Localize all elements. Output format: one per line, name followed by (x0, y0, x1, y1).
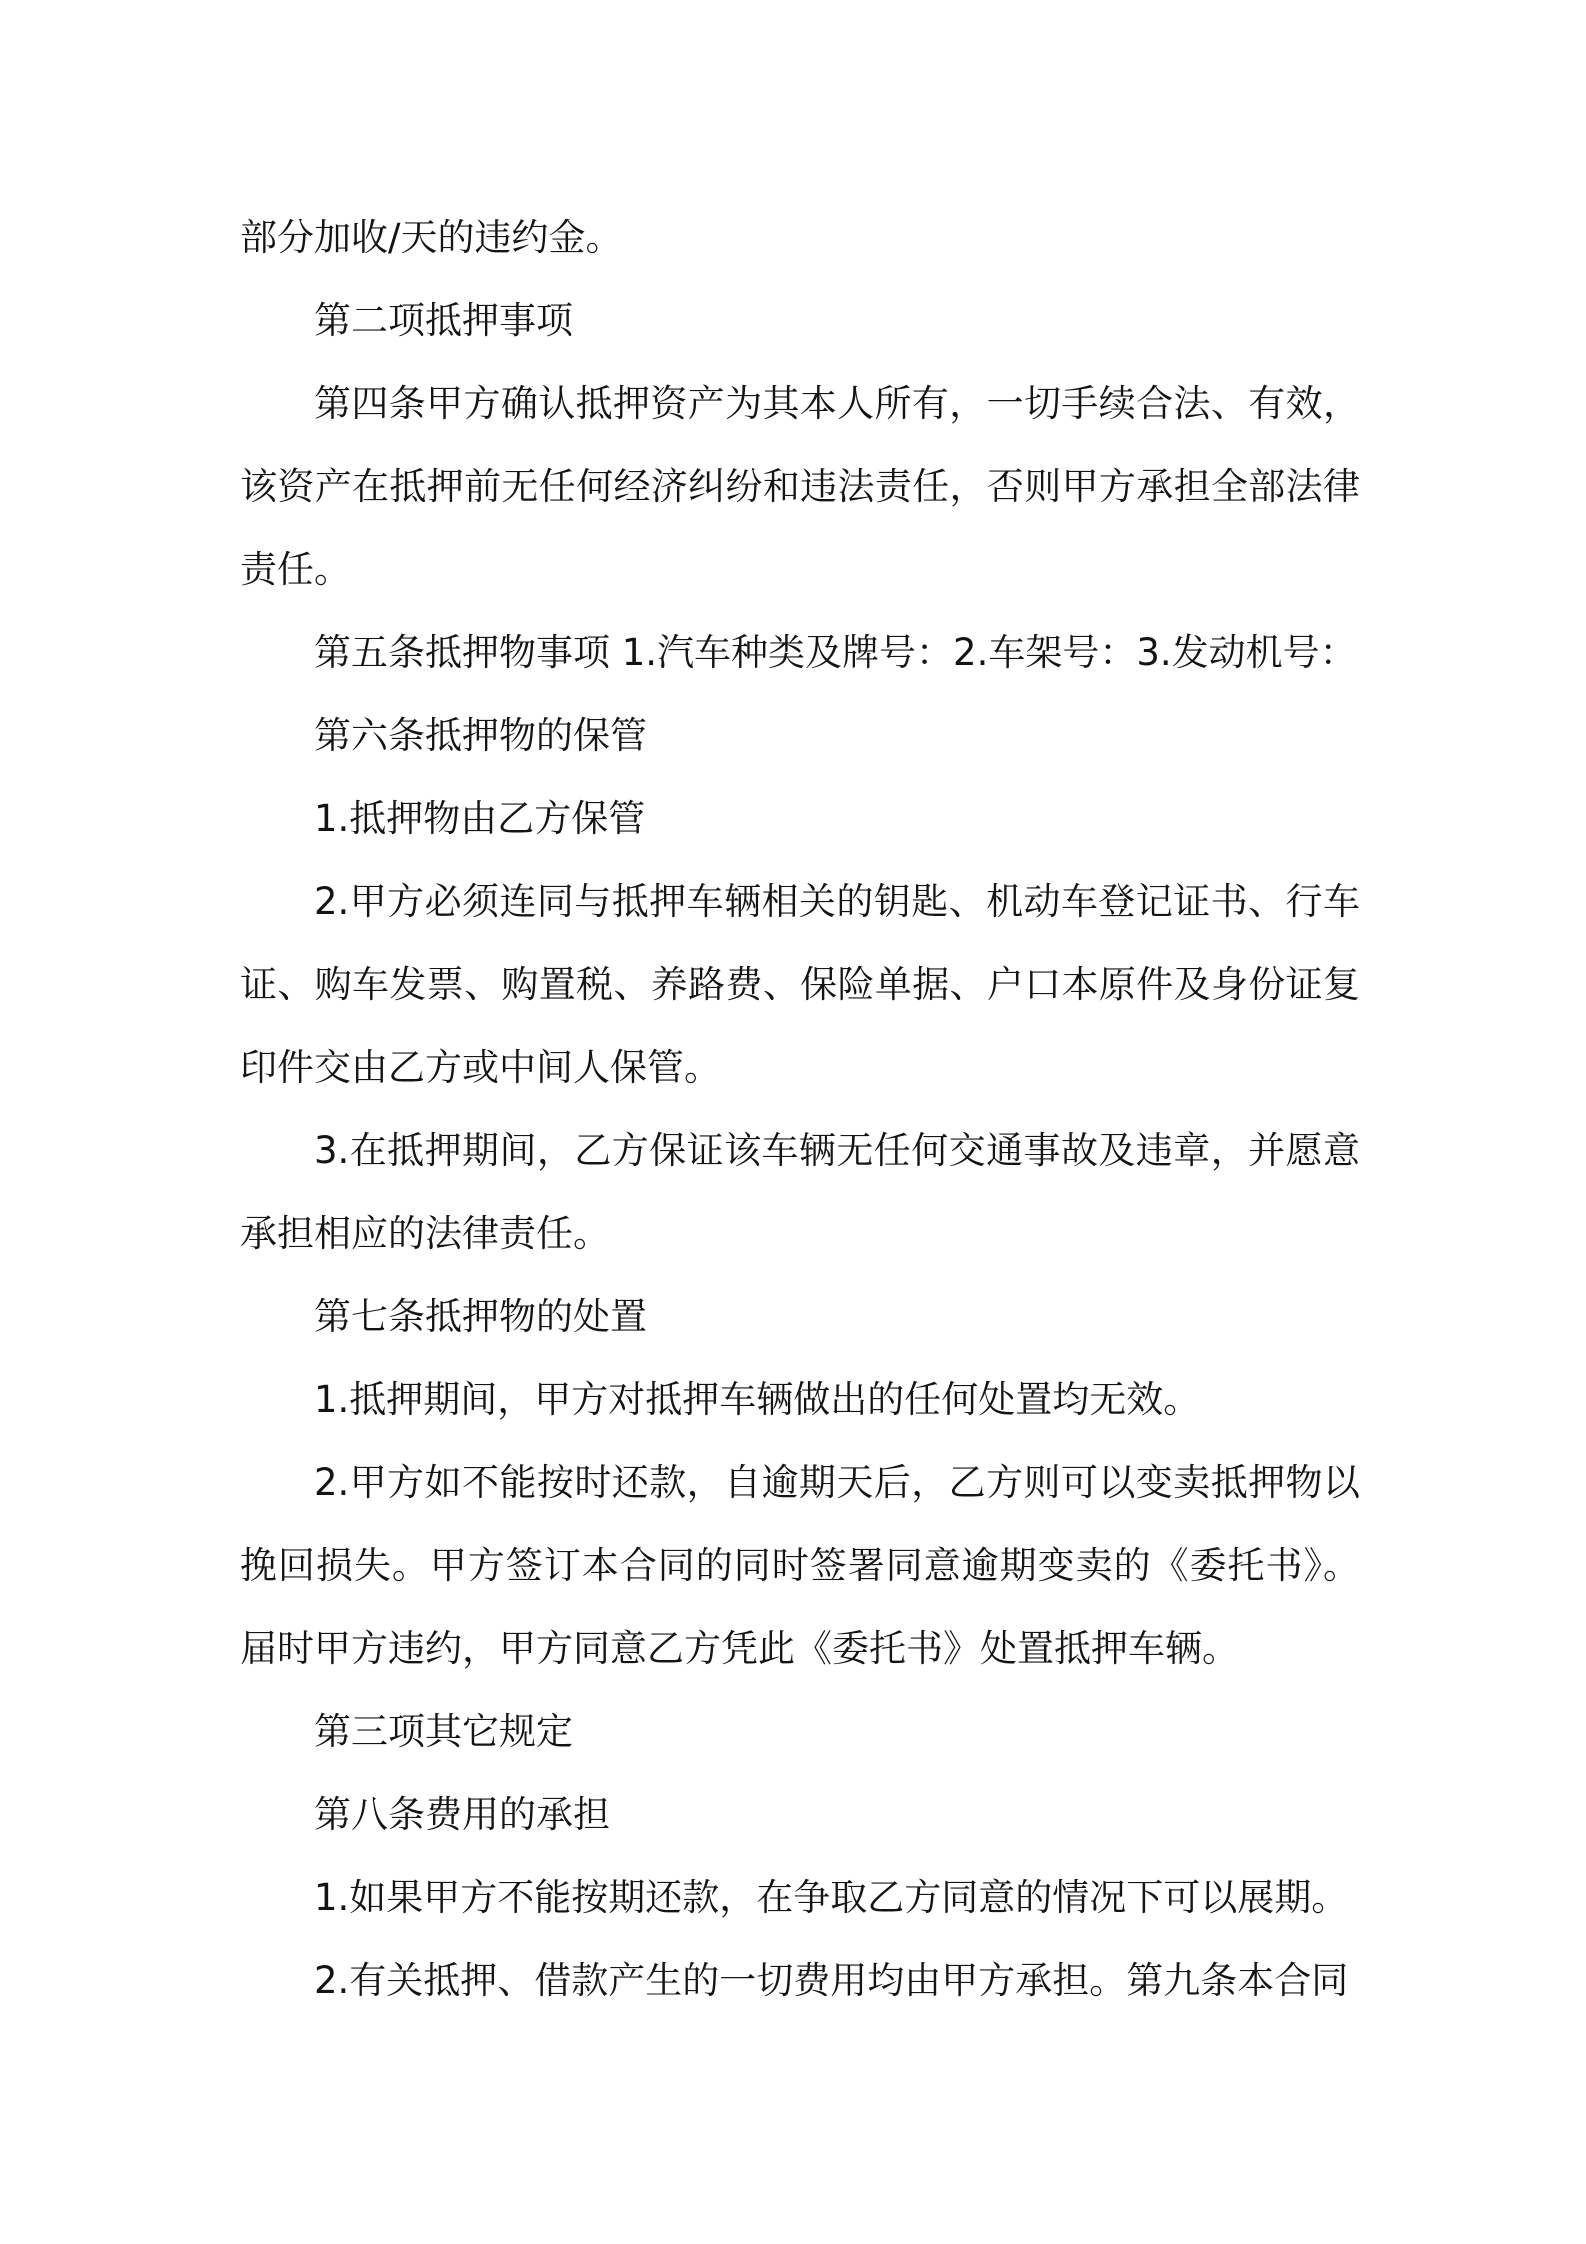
article-7-heading: 第七条抵押物的处置 (314, 1295, 647, 1338)
article-6-item-1: 1.抵押物由乙方保管 (314, 797, 646, 840)
section-heading-other-provisions: 第三项其它规定 (314, 1710, 573, 1753)
article-7-item-2: 2.甲方如不能按时还款，自逾期天后，乙方则可以变卖抵押物以挽回损失。甲方签订本合同的同时签署同意逾期变卖的《委托书》。届时甲方违约，甲方同意乙方凭此《委托书》处置抵押车辆。 (240, 1461, 1360, 1670)
article-6-item-3: 3.在抵押期间，乙方保证该车辆无任何交通事故及违章，并愿意承担相应的法律责任。 (240, 1129, 1360, 1255)
article-5-paragraph: 第五条抵押物事项 1.汽车种类及牌号：2.车架号：3.发动机号： (314, 631, 1357, 674)
document-body (240, 196, 1360, 2022)
article-8-heading: 第八条费用的承担 (314, 1793, 610, 1836)
paragraph-penalty-continuation: 部分加收/天的违约金。 (240, 216, 623, 259)
article-8-item-1: 1.如果甲方不能按期还款，在争取乙方同意的情况下可以展期。 (314, 1876, 1349, 1919)
article-7-item-1: 1.抵押期间，甲方对抵押车辆做出的任何处置均无效。 (314, 1378, 1201, 1421)
article-6-heading: 第六条抵押物的保管 (314, 714, 647, 757)
article-4-paragraph: 第四条甲方确认抵押资产为其本人所有，一切手续合法、有效，该资产在抵押前无任何经济纠纷和违法责任，否则甲方承担全部法律责任。 (240, 382, 1360, 591)
section-heading-mortgage-matters: 第二项抵押事项 (314, 299, 573, 342)
article-6-item-2: 2.甲方必须连同与抵押车辆相关的钥匙、机动车登记证书、行车证、购车发票、购置税、养路费、保险单据、户口本原件及身份证复印件交由乙方或中间人保管。 (240, 880, 1360, 1089)
article-8-item-2: 2.有关抵押、借款产生的一切费用均由甲方承担。第九条本合同 (314, 1959, 1349, 2002)
